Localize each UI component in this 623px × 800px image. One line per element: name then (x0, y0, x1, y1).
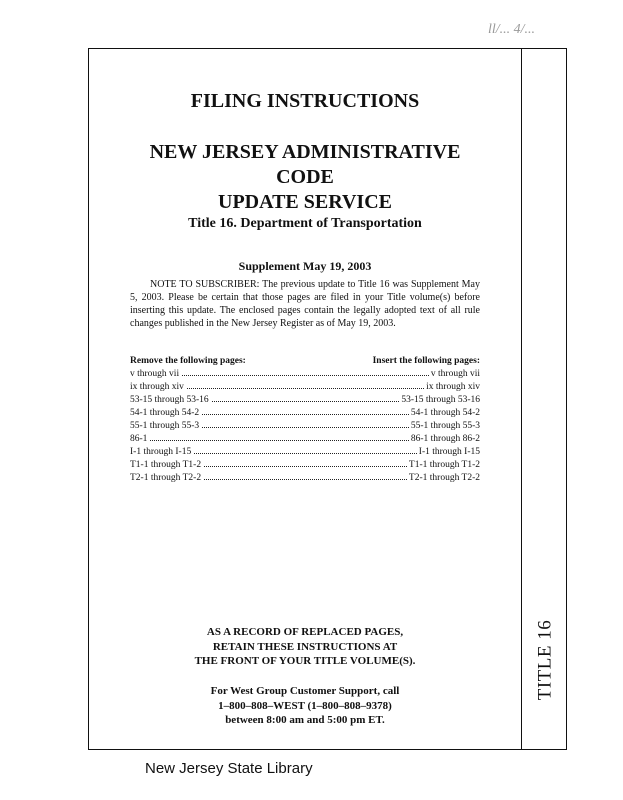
table-row (130, 459, 480, 472)
support-hours: between 8:00 am and 5:00 pm ET. (225, 714, 385, 726)
table-row (130, 407, 480, 420)
page-title: FILING INSTRUCTIONS (190, 90, 420, 112)
insert-cell: 86-1 through 86-2 (410, 434, 480, 444)
dot-leader (182, 374, 429, 376)
table-row (130, 368, 480, 381)
retain-line1: AS A RECORD OF REPLACED PAGES, (206, 626, 404, 638)
insert-cell: 53-15 through 53-16 (401, 395, 480, 405)
dot-leader (204, 465, 407, 467)
handwritten-annotation: ll/... 4/... (488, 22, 536, 37)
insert-header: Insert the following pages: (372, 356, 480, 366)
insert-cell: I-1 through I-15 (418, 447, 480, 457)
title-tab (527, 600, 563, 720)
support-notice (120, 684, 490, 728)
table-row (130, 433, 480, 446)
table-row (130, 420, 480, 433)
remove-cell: I-1 through I-15 (130, 447, 192, 457)
dot-leader (202, 426, 409, 428)
support-phone: 1–800–808–WEST (1–800–808–9378) (218, 699, 392, 712)
code-heading (120, 140, 490, 215)
dot-leader (202, 413, 409, 415)
subscriber-note: NOTE TO SUBSCRIBER: The previous update to Title 16 was Supplement May 5, 2003. Please be certain that those pages are filed in your Title volume(s) before inserting this update. The enclosed pages contain the legally adopted text of all rule changes published in the New Jersey Register as of May 19, 2003. (130, 279, 480, 329)
dot-leader (194, 452, 417, 454)
table-row (130, 446, 480, 459)
code-heading-line1: NEW JERSEY ADMINISTRATIVE CODE (149, 141, 461, 188)
remove-cell: 53-15 through 53-16 (130, 395, 209, 405)
remove-cell: T1-1 through T1-2 (130, 460, 202, 470)
table-row (130, 394, 480, 407)
library-stamp: New Jersey State Library (145, 760, 313, 777)
table-header (130, 355, 480, 368)
retain-line3: THE FRONT OF YOUR TITLE VOLUME(S). (194, 655, 416, 667)
remove-cell: 86-1 (130, 434, 148, 444)
dot-leader (212, 400, 400, 402)
table-row (130, 472, 480, 485)
insert-cell: T1-1 through T1-2 (408, 460, 480, 470)
remove-cell: v through vii (130, 369, 180, 379)
remove-header: Remove the following pages: (130, 356, 246, 366)
supplement-heading: Supplement May 19, 2003 (238, 259, 372, 273)
tab-divider (521, 48, 522, 750)
remove-cell: 54-1 through 54-2 (130, 408, 200, 418)
insert-cell: v through vii (430, 369, 480, 379)
title-tab-label: TITLE 16 (534, 619, 556, 701)
insert-cell: 55-1 through 55-3 (410, 421, 480, 431)
title-heading: Title 16. Department of Transportation (188, 216, 422, 231)
code-heading-line2: UPDATE SERVICE (218, 191, 392, 213)
dot-leader (150, 439, 408, 441)
page-replacement-table (130, 355, 480, 485)
insert-cell: ix through xiv (426, 382, 480, 392)
dot-leader (204, 478, 407, 480)
remove-cell: ix through xiv (130, 382, 184, 392)
table-row (130, 381, 480, 394)
support-line1: For West Group Customer Support, call (210, 685, 400, 697)
retain-notice (120, 625, 490, 669)
remove-cell: 55-1 through 55-3 (130, 421, 200, 431)
retain-line2: RETAIN THESE INSTRUCTIONS AT (212, 640, 398, 653)
insert-cell: 54-1 through 54-2 (410, 408, 480, 418)
insert-cell: T2-1 through T2-2 (408, 473, 480, 483)
remove-cell: T2-1 through T2-2 (130, 473, 202, 483)
dot-leader (187, 387, 424, 389)
